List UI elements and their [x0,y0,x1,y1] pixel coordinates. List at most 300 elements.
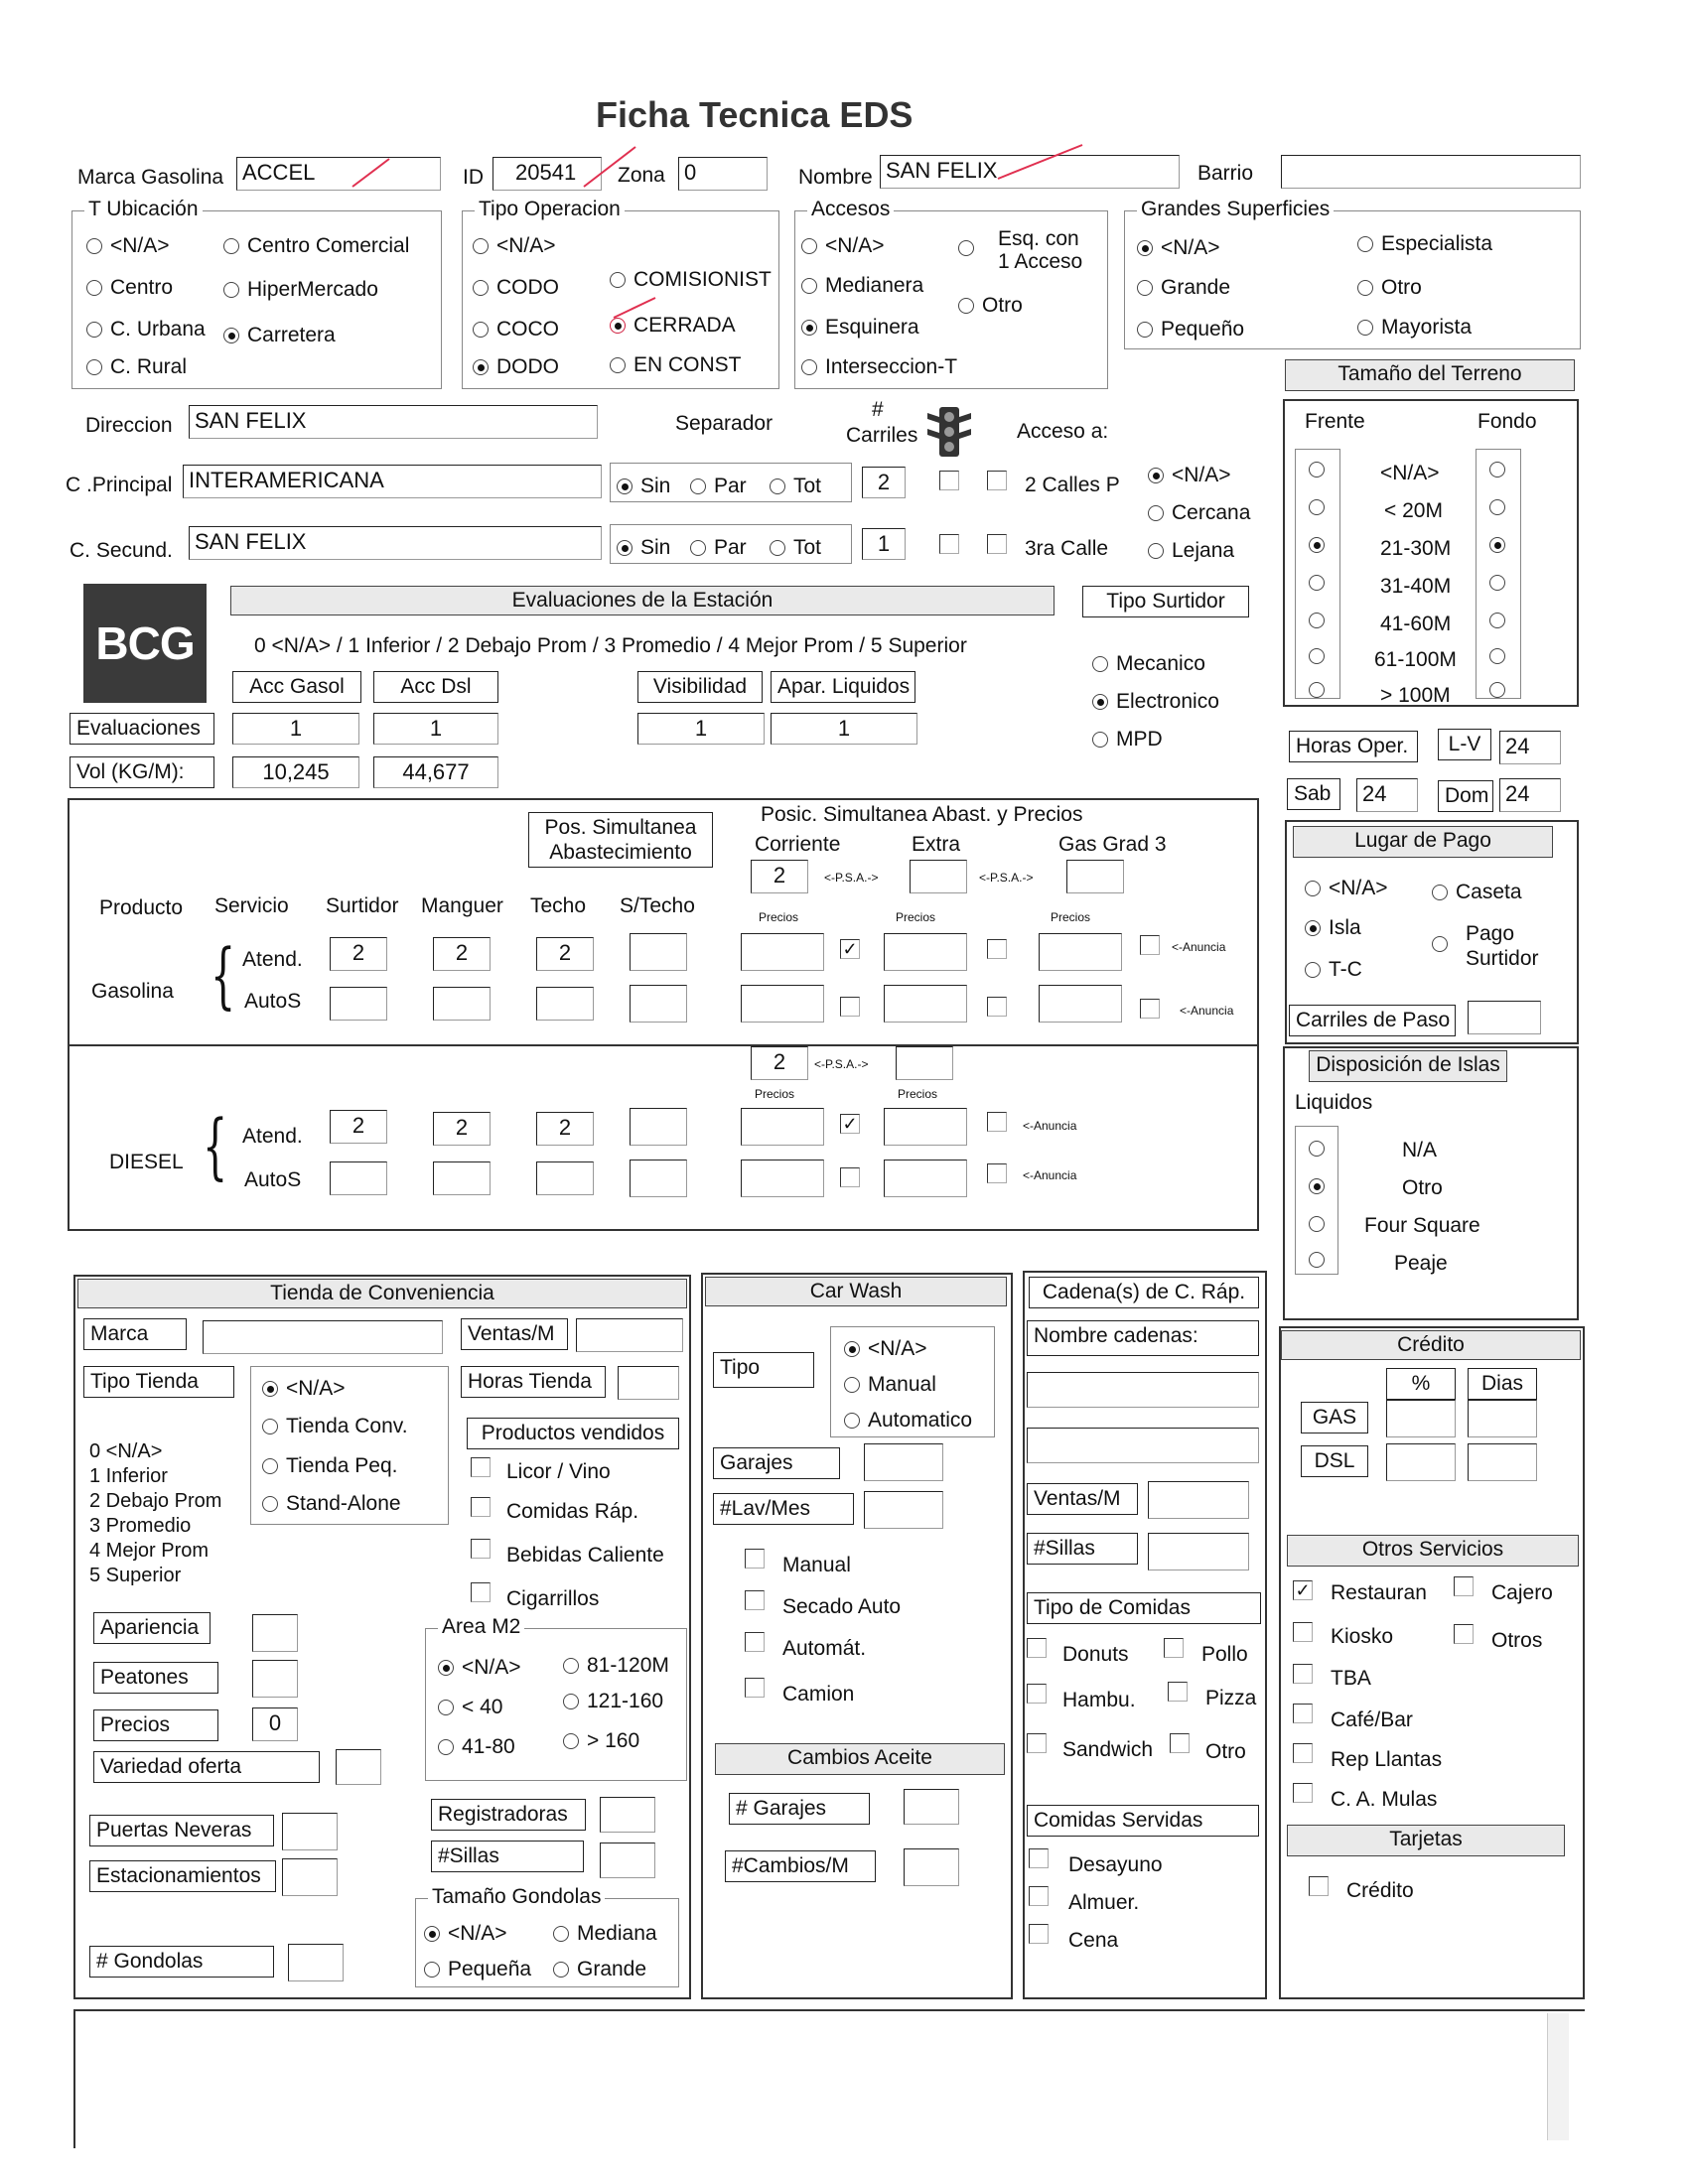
diesel-autos-stecho[interactable] [630,1160,687,1197]
pos-sim-label: Pos. Simultanea Abastecimiento [528,812,713,868]
terreno-frente-31-40[interactable] [1309,572,1333,593]
registradoras-label: Registradoras [431,1799,586,1831]
cadena-sillas-field[interactable] [1148,1533,1249,1570]
cw-camion-check[interactable] [745,1678,765,1698]
acc-dsl-label: Acc Dsl [373,671,498,703]
pago-na[interactable]: <N/A> [1305,878,1388,898]
grandes-pequeno[interactable]: Pequeño [1137,319,1244,340]
tarjetas-header: Tarjetas [1287,1825,1565,1856]
carwash-automatico[interactable]: Automatico [844,1410,972,1431]
psa-label-1: <-P.S.A.-> [824,871,879,885]
cadena-ventas-field[interactable] [1148,1481,1249,1519]
cajero-check[interactable] [1454,1576,1474,1596]
pollo-label: Pollo [1201,1643,1248,1666]
terreno-opt-6: > 100M [1380,684,1451,707]
col-producto: Producto [99,896,184,919]
grandes-grande[interactable]: Grande [1137,277,1230,298]
estac-label: Estacionamientos [89,1860,276,1892]
diesel-precio-1-atend[interactable] [741,1108,824,1146]
anuncia-label-1: <-Anuncia [1172,940,1226,954]
secund-sin[interactable]: Sin [617,537,670,558]
pago-surtidor[interactable] [1432,933,1456,954]
ubicacion-title: T Ubicación [84,199,203,219]
anuncia-label-3: <-Anuncia [1023,1119,1077,1133]
islas-na[interactable] [1309,1138,1333,1159]
registradoras-field[interactable] [600,1797,655,1833]
diesel-precio-2-autos[interactable] [884,1160,967,1197]
precios-tienda-label: Precios [93,1709,218,1741]
accesos-esq-label: Esq. con 1 Acceso [998,227,1083,274]
diesel-precio-2-atend[interactable] [884,1108,967,1146]
islas-opt-otro: Otro [1402,1176,1443,1199]
diesel-anuncia-1-atend[interactable]: ✓ [840,1114,860,1134]
gas-atend-manguer[interactable]: 2 [433,937,491,971]
secund-par[interactable]: Par [690,537,747,558]
surtidor-mecanico[interactable]: Mecanico [1092,653,1205,674]
visibilidad-field[interactable]: 1 [637,713,765,745]
terreno-fondo-21-30[interactable] [1489,534,1513,555]
terreno-opt-4: 41-60M [1380,613,1452,635]
id-label: ID [463,166,484,189]
principal-separador [610,463,852,502]
tienda-scale: 0 <N/A> 1 Inferior 2 Debajo Prom 3 Promedio 4 Mejor Prom 5 Superior [89,1440,222,1586]
gas-autos-stecho[interactable] [630,985,687,1023]
gas-anuncia-grad3-atend[interactable] [1140,935,1160,955]
desayuno-label: Desayuno [1068,1853,1163,1876]
surtidor-header: Tipo Surtidor [1082,586,1249,617]
tba-label: TBA [1331,1667,1371,1690]
secund-tot[interactable]: Tot [770,537,821,558]
acc-gasol-field[interactable]: 1 [232,713,359,745]
horas-tienda-field[interactable] [618,1366,679,1400]
ubicacion-centro-comercial[interactable]: Centro Comercial [223,235,409,256]
grandes-na[interactable]: <N/A> [1137,237,1220,258]
carwash-na[interactable]: <N/A> [844,1338,927,1359]
restauran-check[interactable]: ✓ [1293,1580,1313,1600]
islas-header: Disposición de Islas [1309,1050,1507,1082]
cafe-label: Café/Bar [1331,1708,1413,1731]
cw-automat-check[interactable] [745,1632,765,1652]
tipo-comidas-label: Tipo de Comidas [1027,1592,1261,1624]
terreno-frente-na[interactable] [1309,459,1333,479]
puertas-field[interactable] [282,1813,338,1850]
ubicacion-carretera[interactable]: Carretera [223,325,336,345]
credito-gas-label: GAS [1301,1402,1368,1433]
gasgrad-label: Gas Grad 3 [1058,833,1167,856]
comidas-check[interactable] [471,1497,491,1517]
acceso-na[interactable]: <N/A> [1148,465,1231,485]
secund-separador [610,524,852,564]
gas-anuncia-extra-atend[interactable] [987,939,1007,959]
area-40[interactable]: < 40 [438,1697,502,1717]
licor-label: Licor / Vino [506,1460,611,1483]
terreno-frente-20[interactable] [1309,496,1333,517]
tipo-tienda-label: Tipo Tienda [83,1366,234,1398]
aceite-cambios-field[interactable] [904,1848,959,1886]
surtidor-electronico[interactable]: Electronico [1092,691,1219,712]
credito-dsl-pct[interactable] [1386,1443,1456,1481]
apar-label: Apar. Liquidos [771,671,915,703]
anuncia-label-2: <-Anuncia [1180,1004,1234,1018]
visibilidad-label: Visibilidad [637,671,763,703]
secund-field[interactable]: SAN FELIX [189,526,602,560]
tienda-tipo-stand[interactable]: Stand-Alone [262,1493,401,1514]
extra-label: Extra [912,833,961,856]
barrio-label: Barrio [1197,162,1254,185]
carwash-manual[interactable]: Manual [844,1374,936,1395]
gas-atend-techo[interactable]: 2 [536,937,594,971]
kiosko-check[interactable] [1293,1622,1313,1642]
principal-par[interactable]: Par [690,476,747,496]
ubicacion-c-urbana[interactable]: C. Urbana [86,319,206,340]
cw-automat-label: Automát. [782,1637,867,1660]
posic-label: Posic. Simultanea Abast. y Precios [761,803,1083,826]
islas-opt-peaje: Peaje [1394,1252,1448,1275]
anuncia-label-4: <-Anuncia [1023,1168,1077,1182]
accesos-medianera[interactable]: Medianera [801,275,923,296]
gondola-na[interactable]: <N/A> [424,1923,507,1944]
grandes-title: Grandes Superficies [1137,199,1334,219]
num-gondolas-field[interactable] [288,1944,344,1981]
principal-sin[interactable]: Sin [617,476,670,496]
evaluaciones-label: Evaluaciones [70,713,214,745]
principal-calles-check[interactable] [987,471,1007,490]
apariencia-field[interactable] [252,1614,298,1652]
precios-label-2: Precios [896,910,936,924]
extra-psa-field[interactable] [910,860,967,893]
terreno-frente-61-100[interactable] [1309,645,1333,666]
otros-check[interactable] [1454,1624,1474,1644]
credito-gas-pct[interactable] [1386,1400,1456,1437]
col-surtidor: Surtidor [326,894,399,917]
apar-field[interactable]: 1 [771,713,917,745]
hambu-label: Hambu. [1062,1689,1136,1711]
corriente-psa-field[interactable]: 2 [751,860,808,893]
cadena-header: Cadena(s) de C. Ráp. [1029,1277,1259,1308]
credito-dsl-dias[interactable] [1468,1443,1537,1481]
area-title: Area M2 [438,1616,524,1637]
accesos-interseccion-t[interactable]: Interseccion-T [801,356,957,377]
gondola-mediana[interactable]: Mediana [553,1923,657,1944]
principal-field[interactable]: INTERAMERICANA [183,465,602,498]
gas-autos-techo[interactable] [536,987,594,1021]
marca-field[interactable]: ACCEL [236,157,441,191]
notes-area[interactable] [73,2009,1585,2148]
acc-dsl-field[interactable]: 1 [373,713,498,745]
gas-precio-grad3-autos[interactable] [1039,985,1122,1023]
gas-precio-corriente-autos[interactable] [741,985,824,1023]
pago-tc[interactable]: T-C [1305,959,1362,980]
accesos-group [794,198,1108,389]
operacion-en-const[interactable]: EN CONST [610,354,742,375]
zona-field[interactable]: 0 [678,157,768,191]
precios-label-5: Precios [898,1087,938,1101]
secund-calles-label: 3ra Calle [1025,537,1109,560]
accesos-na[interactable]: <N/A> [801,235,885,256]
tarjeta-credito-label: Crédito [1346,1879,1414,1902]
gas-atend-stecho[interactable] [630,933,687,971]
cadena-nombre-1[interactable] [1027,1372,1259,1408]
cadena-ventas-label: Ventas/M [1027,1483,1138,1515]
operacion-cerrada[interactable]: CERRADA [610,315,736,336]
diesel-anuncia-2-atend[interactable] [987,1112,1007,1132]
cw-secado-check[interactable] [745,1590,765,1610]
tienda-tipo-peq[interactable]: Tienda Peq. [262,1455,397,1476]
llantas-label: Rep Llantas [1331,1748,1443,1771]
diesel-atend-label: Atend. [242,1125,303,1148]
accesos-esq-acceso[interactable] [958,237,982,258]
mulas-check[interactable] [1293,1783,1313,1803]
cafe-check[interactable] [1293,1704,1313,1723]
garajes-field[interactable] [864,1443,943,1481]
terreno-frente-41-60[interactable] [1309,610,1333,630]
tarjeta-credito-check[interactable] [1309,1876,1329,1896]
gas-atend-surtidor[interactable]: 2 [330,937,387,971]
grandes-group [1124,198,1581,349]
diesel-autos-surtidor[interactable] [330,1161,387,1195]
islas-four-square[interactable] [1309,1213,1333,1234]
pago-isla[interactable]: Isla [1305,917,1361,938]
tienda-tipo-conv[interactable]: Tienda Conv. [262,1416,408,1436]
donuts-check[interactable] [1027,1638,1047,1658]
ubicacion-c-rural[interactable]: C. Rural [86,356,187,377]
desayuno-check[interactable] [1029,1848,1049,1868]
terreno-fondo-41-60[interactable] [1489,610,1513,630]
ubicacion-hipermercado[interactable]: HiperMercado [223,279,378,300]
sab-label: Sab [1287,778,1340,810]
diesel-atend-stecho[interactable] [630,1108,687,1146]
col-manguer: Manguer [421,894,503,917]
gas-anuncia-corriente-autos[interactable] [840,997,860,1017]
carriles-label: Carriles [846,424,918,447]
principal-carriles[interactable]: 2 [862,467,906,498]
diesel-precio-1-autos[interactable] [741,1160,824,1197]
area-41-80[interactable]: 41-80 [438,1736,515,1757]
principal-tot[interactable]: Tot [770,476,821,496]
terreno-fondo-31-40[interactable] [1489,572,1513,593]
gas-atend-label: Atend. [242,948,303,971]
pago-caseta[interactable]: Caseta [1432,882,1522,902]
pizza-check[interactable] [1168,1682,1188,1702]
gas-precio-corriente-atend[interactable] [741,933,824,971]
carwash-tipo-label: Tipo [713,1352,814,1388]
gasolina-brace: { [211,933,236,1017]
eval-scale: 0 <N/A> / 1 Inferior / 2 Debajo Prom / 3 Promedio / 4 Mejor Prom / 5 Superior [254,634,967,657]
diesel-psa-field[interactable]: 2 [751,1046,808,1080]
otro-comida-label: Otro [1205,1740,1246,1763]
cena-label: Cena [1068,1929,1119,1952]
credito-gas-dias[interactable] [1468,1400,1537,1437]
gas-precio-extra-atend[interactable] [884,933,967,971]
gas-autos-surtidor[interactable] [330,987,387,1021]
area-81-120[interactable]: 81-120M [563,1655,669,1676]
separador-label: Separador [675,412,774,435]
terreno-opt-3: 31-40M [1380,575,1452,598]
cena-check[interactable] [1029,1924,1049,1944]
vol-gasol-field[interactable]: 10,245 [232,756,359,788]
gas-autos-manguer[interactable] [433,987,491,1021]
cigarrillos-label: Cigarrillos [506,1587,600,1610]
principal-label: C .Principal [66,474,173,496]
precios-label-1: Precios [759,910,799,924]
productos-vendidos-label: Productos vendidos [467,1418,679,1449]
tienda-marca-field[interactable] [203,1320,443,1354]
operacion-codo[interactable]: CODO [473,277,559,298]
apariencia-label: Apariencia [93,1612,211,1644]
cw-secado-label: Secado Auto [782,1595,902,1618]
peatones-field[interactable] [252,1660,298,1698]
operacion-title: Tipo Operacion [475,199,625,219]
diesel-atend-surtidor[interactable]: 2 [330,1110,387,1144]
pollo-check[interactable] [1164,1638,1184,1658]
terreno-box [1283,399,1579,707]
grandes-especialista[interactable]: Especialista [1357,233,1492,254]
area-160[interactable]: > 160 [563,1730,639,1751]
gasgrad-psa-field[interactable] [1066,860,1124,893]
direccion-field[interactable]: SAN FELIX [189,405,598,439]
gondolas-group [415,1885,679,1987]
ubicacion-na[interactable]: <N/A> [86,235,170,256]
diesel-autos-manguer[interactable] [433,1161,491,1195]
variedad-field[interactable] [336,1749,381,1785]
horas-tienda-label: Horas Tienda [461,1366,606,1398]
bebidas-label: Bebidas Caliente [506,1544,664,1567]
terreno-fondo-61-100[interactable] [1489,645,1513,666]
terreno-opt-2: 21-30M [1380,537,1452,560]
area-na[interactable]: <N/A> [438,1657,521,1678]
islas-opt-four: Four Square [1364,1214,1480,1237]
horas-label: Horas Oper. [1289,731,1418,762]
operacion-na[interactable]: <N/A> [473,235,556,256]
diesel-autos-label: AutoS [244,1168,302,1191]
sandwich-label: Sandwich [1062,1738,1154,1761]
dom-field[interactable]: 24 [1499,778,1561,812]
gas-anuncia-extra-autos[interactable] [987,997,1007,1017]
gasolina-label: Gasolina [91,980,174,1003]
cw-manual-check[interactable] [745,1549,765,1569]
diesel-autos-techo[interactable] [536,1161,594,1195]
secund-carriles[interactable]: 1 [862,528,906,560]
accesos-esquinera[interactable]: Esquinera [801,317,919,338]
operacion-comisionist[interactable]: COMISIONIST [610,269,772,290]
acceso-cercana[interactable]: Cercana [1148,502,1250,523]
diesel-anuncia-2-autos[interactable] [987,1163,1007,1183]
secund-semaforo-check[interactable] [939,534,959,554]
gas-anuncia-corriente-atend[interactable]: ✓ [840,939,860,959]
terreno-fondo-100[interactable] [1489,679,1513,700]
otros-label: Otros [1491,1629,1543,1652]
surtidor-mpd[interactable]: MPD [1092,729,1163,750]
diesel-anuncia-1-autos[interactable] [840,1167,860,1187]
traffic-light-icon [925,405,973,461]
acceso-a-label: Acceso a: [1017,420,1109,443]
bebidas-check[interactable] [471,1539,491,1559]
lav-field[interactable] [864,1491,943,1529]
gas-precio-extra-autos[interactable] [884,985,967,1023]
col-stecho: S/Techo [620,894,695,917]
terreno-fondo-20[interactable] [1489,496,1513,517]
diesel-atend-manguer[interactable]: 2 [433,1112,491,1146]
operacion-dodo[interactable]: DODO [473,356,559,377]
diesel-atend-techo[interactable]: 2 [536,1112,594,1146]
sandwich-check[interactable] [1027,1733,1047,1753]
page-title: Ficha Tecnica EDS [596,94,914,135]
id-field[interactable]: 20541 [492,157,602,191]
vol-dsl-field[interactable]: 44,677 [373,756,498,788]
eval-header: Evaluaciones de la Estación [230,586,1055,615]
ubicacion-centro[interactable]: Centro [86,277,173,298]
tienda-marca-label: Marca [83,1318,187,1350]
islas-otro[interactable] [1309,1175,1333,1196]
gondola-pequena[interactable]: Pequeña [424,1959,531,1979]
lv-label: L-V [1438,729,1491,760]
diesel-brace: { [203,1104,228,1187]
comidas-servidas-label: Comidas Servidas [1027,1805,1259,1837]
aceite-garajes-field[interactable] [904,1789,959,1825]
principal-semaforo-check[interactable] [939,471,959,490]
licor-check[interactable] [471,1457,491,1477]
cadena-nombre-2[interactable] [1027,1428,1259,1463]
notes-scrollbar[interactable] [1547,2013,1569,2140]
carriles-hash: # [872,398,884,421]
acceso-lejana[interactable]: Lejana [1148,540,1234,561]
vol-label: Vol (KG/M): [70,756,214,788]
productos-divider [68,1044,1259,1046]
gondola-grande[interactable]: Grande [553,1959,646,1979]
hambu-check[interactable] [1027,1684,1047,1704]
area-121-160[interactable]: 121-160 [563,1691,663,1711]
precios-tienda-field[interactable]: 0 [252,1707,298,1741]
tba-check[interactable] [1293,1664,1313,1684]
terreno-opt-0: <N/A> [1380,462,1440,484]
carriles-paso-field[interactable] [1468,1001,1541,1034]
col-techo: Techo [530,894,587,917]
cw-camion-label: Camion [782,1683,855,1706]
credito-dias-label: Dias [1468,1368,1537,1400]
donuts-label: Donuts [1062,1643,1129,1666]
islas-peaje[interactable] [1309,1249,1333,1270]
terreno-fondo-na[interactable] [1489,459,1513,479]
terreno-frente-100[interactable] [1309,679,1333,700]
secund-calles-check[interactable] [987,534,1007,554]
gas-precio-grad3-atend[interactable] [1039,933,1122,971]
diesel-psa-field-2[interactable] [896,1046,953,1080]
almuer-check[interactable] [1029,1886,1049,1906]
otro-comida-check[interactable] [1170,1733,1190,1753]
carriles-paso-label: Carriles de Paso [1289,1005,1456,1036]
terreno-frente-21-30[interactable] [1309,534,1333,555]
operacion-coco[interactable]: COCO [473,319,559,340]
tienda-sillas-field[interactable] [600,1843,655,1878]
sab-field[interactable]: 24 [1356,778,1418,812]
nombre-field[interactable]: SAN FELIX [880,155,1180,189]
accesos-otro[interactable]: Otro [958,295,1023,316]
estac-field[interactable] [282,1858,338,1896]
liquidos-label: Liquidos [1295,1091,1373,1114]
tienda-ventas-field[interactable] [576,1318,683,1352]
tienda-tipo-na[interactable]: <N/A> [262,1378,346,1399]
aceite-header: Cambios Aceite [715,1743,1005,1775]
llantas-check[interactable] [1293,1743,1313,1763]
grandes-mayorista[interactable]: Mayorista [1357,317,1472,338]
cigarrillos-check[interactable] [471,1582,491,1602]
gas-anuncia-grad3-autos[interactable] [1140,999,1160,1019]
grandes-otro[interactable]: Otro [1357,277,1422,298]
lv-field[interactable]: 24 [1499,731,1561,764]
kiosko-label: Kiosko [1331,1625,1394,1648]
zona-label: Zona [618,164,665,187]
gas-autos-label: AutoS [244,990,302,1013]
